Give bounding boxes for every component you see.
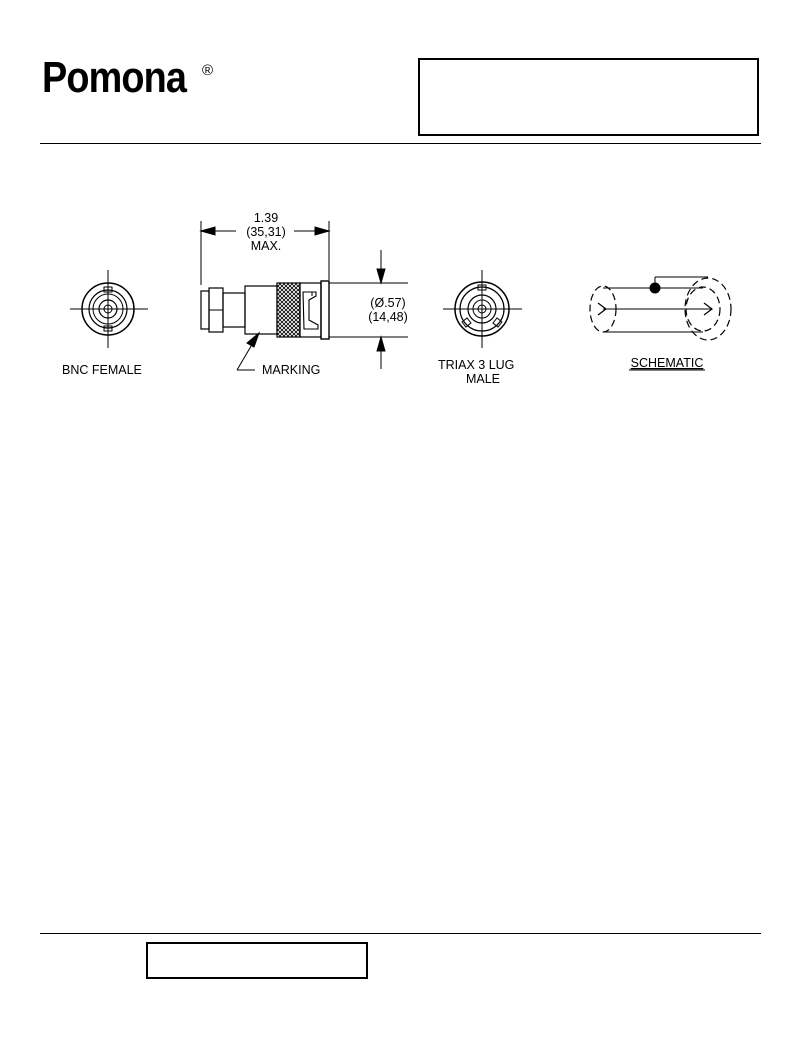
triax-male-view (443, 270, 522, 348)
footer-box (146, 942, 368, 979)
diameter-dimension-mm: (14,48) (368, 310, 408, 324)
adapter-side-view (201, 281, 329, 339)
footer-rule (40, 933, 761, 934)
registered-mark: ® (202, 62, 214, 79)
length-dimension-inch: 1.39 (253, 211, 279, 225)
triax-label-line2: MALE (465, 372, 501, 386)
bnc-female-view (70, 270, 148, 348)
diameter-dimension-inch: (Ø.57) (370, 296, 406, 310)
triax-label-line1: TRIAX 3 LUG (438, 358, 515, 372)
marking-label: MARKING (262, 363, 321, 377)
length-dimension-mm: (35,31) (246, 225, 286, 239)
bnc-female-label: BNC FEMALE (62, 363, 142, 377)
length-dimension-note: MAX. (250, 239, 282, 253)
pomona-logo: Pomona (42, 53, 187, 102)
schematic-label: SCHEMATIC (630, 356, 704, 370)
marking-leader (237, 333, 259, 370)
schematic-diagram (590, 277, 731, 340)
